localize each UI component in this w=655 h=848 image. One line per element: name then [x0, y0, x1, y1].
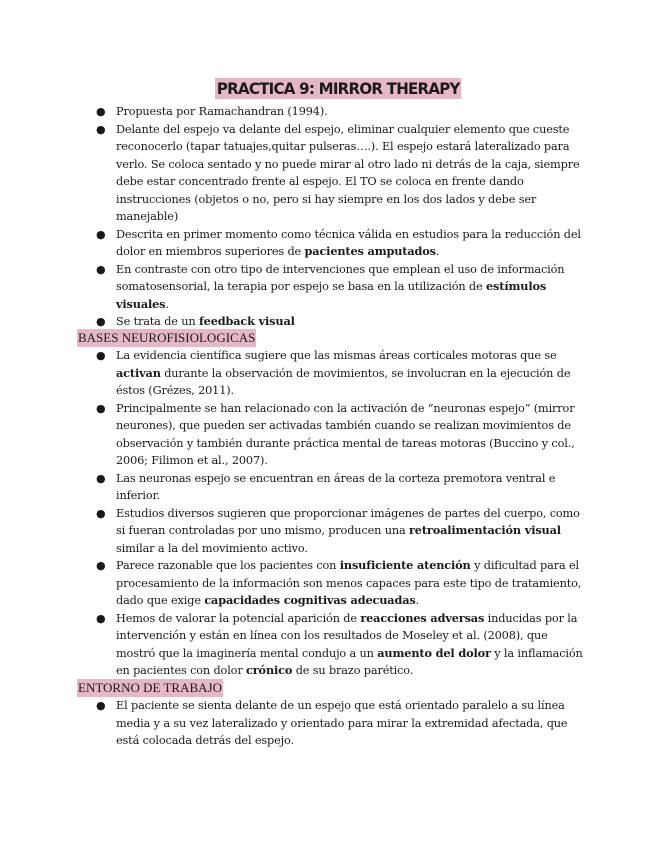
text-segment: La evidencia científica sugiere que las mismas áreas corticales motoras que se [116, 349, 557, 362]
bases-section [96, 347, 588, 680]
bold-text: feedback visual [198, 314, 295, 328]
bullet-icon: ● [96, 349, 106, 362]
text-segment: inducidas por la intervención y están en línea con los resultados de Moseley et al. (2008), que mostró que la imaginería mental condujo a un [116, 611, 578, 660]
text-segment: . [165, 297, 169, 311]
list-item [96, 121, 588, 226]
bold-text: capacidades cognitivas adecuadas [204, 593, 416, 607]
list-item [96, 610, 588, 680]
list-item [96, 470, 588, 505]
section-heading-bases: BASES NEUROFISIOLOGICAS [78, 330, 256, 345]
text-segment: Descrita en primer momento como técnica válida en estudios para la reducción del dolor en miembros superiores de [116, 227, 581, 258]
text-segment: En contraste con otro tipo de intervenciones que emplean el uso de información somatosensorial, la terapia por espejo se basa en la utilización de [116, 262, 565, 293]
list-item [96, 505, 588, 558]
bullet-icon: ● [96, 227, 106, 241]
list-item [96, 313, 588, 331]
bold-text: crónico [246, 663, 293, 677]
text-segment: . [415, 594, 420, 607]
list-item [96, 400, 588, 470]
intro-section [96, 103, 588, 331]
bullet-icon: ● [96, 611, 106, 625]
text-segment: y la inflamación en pacientes con dolor [116, 646, 583, 677]
page-title: PRACTICA 9: MIRROR THERAPY [216, 79, 460, 98]
bullet-icon: ● [96, 315, 106, 328]
list-item [96, 697, 588, 750]
bases-list [96, 347, 588, 680]
bold-text: reacciones adversas [360, 610, 485, 625]
text-segment: Estudios diversos sugieren que proporcionar imágenes de partes del cuerpo, como si fueran controladas por uno mismo, producen una [116, 506, 580, 537]
text-segment: Propuesta por Ramachandran (1994). [116, 105, 328, 118]
text-segment: . [435, 245, 440, 258]
bullet-icon: ● [96, 559, 106, 572]
text-segment: Delante del espejo va delante del espejo, eliminar cualquier elemento que cueste reconocerlo (tapar tatuajes,quitar pulseras….). El espejo estará lateralizado para verlo. Se coloca sentado y no puede mirar al otro lado ni detrás de la caja, siempre debe estar concentrado frente al espejo. El TO se coloca en frente dando instrucciones (objetos o no, pero si hay siempre en los dos lados y debe ser manejable) [116, 122, 580, 223]
bullet-icon: ● [96, 122, 106, 136]
text-segment: y dificultad para el procesamiento de la información son menos capaces para este tipo de tratamiento, dado que exige [116, 559, 582, 607]
bullet-icon: ● [96, 262, 106, 276]
text-segment: Hemos de valorar la potencial aparición de [116, 611, 361, 625]
list-item [96, 103, 588, 121]
text-segment: Las neuronas espejo se encuentran en áreas de la corteza premotora ventral e inferior. [116, 471, 556, 502]
text-segment: similar a la del movimiento activo. [116, 541, 308, 555]
bold-text: estímulos visuales [116, 279, 547, 311]
text-segment: durante la observación de movimientos, se involucran en la ejecución de éstos (Grézes, 2011). [116, 366, 571, 397]
list-item [96, 557, 588, 610]
bullet-icon: ● [96, 105, 106, 118]
text-segment: Se trata de un [116, 315, 199, 328]
text-segment: de su brazo parético. [292, 664, 414, 677]
text-segment: Parece razonable que los pacientes con [116, 559, 340, 572]
list-item [96, 261, 588, 314]
bullet-icon: ● [96, 471, 106, 485]
entorno-list [96, 697, 588, 750]
bold-text: retroalimentación visual [408, 523, 561, 537]
list-item [96, 226, 588, 261]
text-segment: El paciente se sienta delante de un espejo que está orientado paralelo a su línea media y a su vez lateralizado y orientado para mirar la extremidad afectada, que está colocada detrás del espejo. [116, 699, 568, 747]
bold-text: activan [116, 365, 161, 380]
bullet-icon: ● [96, 506, 106, 520]
intro-list [96, 103, 588, 331]
bullet-icon: ● [96, 699, 106, 712]
bold-text: pacientes amputados [304, 244, 436, 258]
text-segment: Principalmente se han relacionado con la activación de “neuronas espejo” (mirror neurones), que pueden ser activadas también cuando se realizan movimientos de observación y también durante práctica mental de tareas motoras (Buccino y col., 2006; Filimon et al., 2007). [116, 401, 575, 467]
bold-text: aumento del dolor [377, 645, 491, 660]
section-heading-entorno: ENTORNO DE TRABAJO [78, 680, 222, 695]
entorno-section [96, 697, 588, 750]
bold-text: insuficiente atención [339, 558, 471, 572]
bullet-icon: ● [96, 401, 106, 415]
list-item [96, 347, 588, 400]
